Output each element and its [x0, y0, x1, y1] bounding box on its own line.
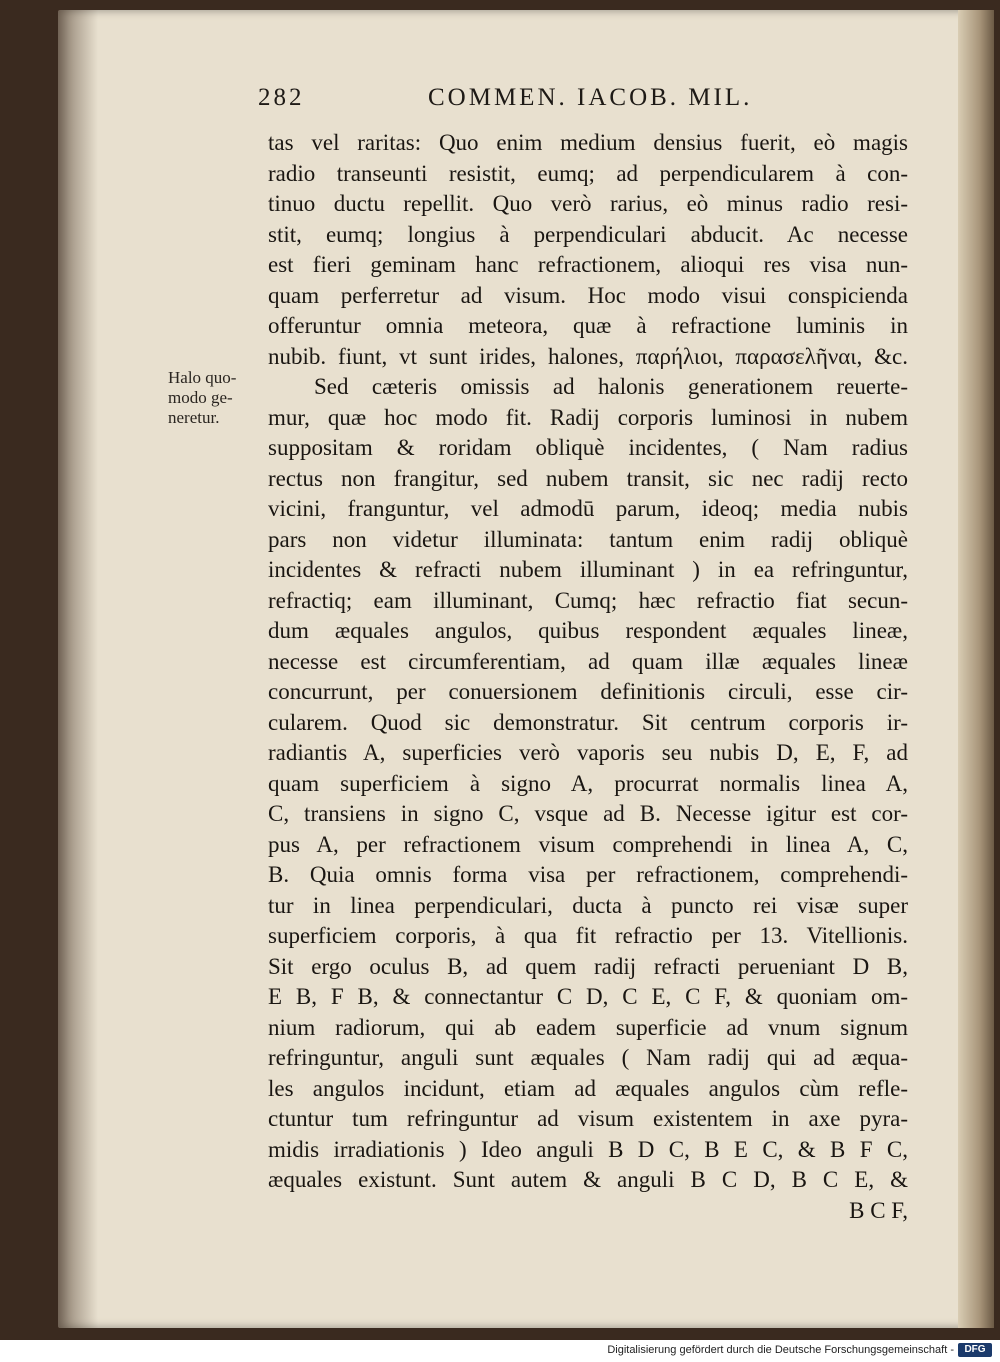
text-line: concurrunt, per conuersionem definitionis circuli, esse cir-	[268, 679, 908, 704]
text-line: tinuo ductu repellit. Quo verò rarius, eò minus radio resi-	[268, 191, 908, 216]
text-line: necesse est circumferentiam, ad quam illæ æquales lineæ	[268, 648, 908, 674]
text-line: Sed cæteris omissis ad halonis generationem reuerte-	[314, 374, 908, 399]
text-line: E B, F B, & connectantur C D, C E, C F, & quoniam om-	[268, 984, 908, 1009]
text-line: rectus non frangitur, sed nubem transit, sic nec radij recto	[268, 465, 908, 491]
footer-bar	[0, 1340, 1000, 1362]
text-line: stit, eumq; longius à perpendiculari abducit. Ac necesse	[268, 221, 908, 247]
marginal-note-line: neretur.	[168, 408, 220, 427]
text-line: incidentes & refracti nubem illuminant ) in ea refringuntur,	[268, 557, 908, 582]
funding-notice: Digitalisierung gefördert durch die Deutsche Forschungsgemeinschaft -	[607, 1344, 954, 1356]
text-line: pars non videtur illuminata: tantum enim radij obliquè	[268, 526, 908, 552]
gutter-shadow	[58, 10, 98, 1328]
running-head: COMMEN. IACOB. MIL.	[428, 84, 753, 111]
text-line: C, transiens in signo C, vsque ad B. Necesse igitur est cor-	[268, 801, 908, 826]
text-line: vicini, franguntur, vel admodū parum, ideoq; media nubis	[268, 496, 908, 521]
marginal-note	[168, 368, 260, 428]
body-text	[268, 128, 908, 1226]
text-line: suppositam & roridam obliquè incidentes, ( Nam radius	[268, 435, 908, 460]
page-number: 282	[258, 84, 305, 111]
text-line: nubib. fiunt, vt sunt irides, halones, παρήλιοι, παρασελῆναι, &c.	[268, 343, 908, 369]
text-line: quam superficiem à signo A, procurrat normalis linea A,	[268, 770, 908, 796]
text-line: Sit ergo oculus B, ad quem radij refracti perueniant D B,	[268, 953, 908, 979]
text-line: radio transeunti resistit, eumq; ad perpendicularem à con-	[268, 160, 908, 186]
catchword: B C F,	[849, 1197, 908, 1223]
page-header	[258, 84, 838, 120]
text-line: dum æquales angulos, quibus respondent æquales lineæ,	[268, 618, 908, 643]
page-edge	[958, 10, 994, 1328]
text-line: B. Quia omnis forma visa per refractionem, comprehendi-	[268, 862, 908, 887]
text-line: les angulos incidunt, etiam ad æquales angulos cùm refle-	[268, 1075, 908, 1101]
marginal-note-line: modo ge-	[168, 388, 233, 407]
text-line: tas vel raritas: Quo enim medium densius fuerit, eò magis	[268, 130, 908, 155]
text-line: est fieri geminam hanc refractionem, alioqui res visa nun-	[268, 252, 908, 277]
text-line: mur, quæ hoc modo fit. Radij corporis luminosi in nubem	[268, 404, 908, 430]
text-line: tur in linea perpendiculari, ducta à puncto rei visæ super	[268, 892, 908, 918]
dfg-logo: DFG	[958, 1343, 992, 1357]
text-line: refringuntur, anguli sunt æquales ( Nam radij qui ad æqua-	[268, 1045, 908, 1070]
marginal-note-line: Halo quo-	[168, 368, 237, 387]
text-line: midis irradiationis ) Ideo anguli B D C, B E C, & B F C,	[268, 1136, 908, 1162]
text-line: offeruntur omnia meteora, quæ à refractione luminis in	[268, 313, 908, 338]
text-line: superficiem corporis, à qua fit refractio per 13. Vitellionis.	[268, 923, 908, 948]
text-line: ctuntur tum refringuntur ad visum existentem in axe pyra-	[268, 1106, 908, 1131]
text-line: refractiq; eam illuminant, Cumq; hæc refractio fiat secun-	[268, 587, 908, 613]
text-line: pus A, per refractionem visum comprehendi in linea A, C,	[268, 831, 908, 857]
text-line: nium radiorum, qui ab eadem superficie ad vnum signum	[268, 1014, 908, 1040]
text-line: cularem. Quod sic demonstratur. Sit centrum corporis ir-	[268, 709, 908, 735]
text-line: radiantis A, superficies verò vaporis seu nubis D, E, F, ad	[268, 740, 908, 765]
text-line: æquales existunt. Sunt autem & anguli B C D, B C E, &	[268, 1167, 908, 1192]
text-line: quam perferretur ad visum. Hoc modo visui conspicienda	[268, 282, 908, 308]
